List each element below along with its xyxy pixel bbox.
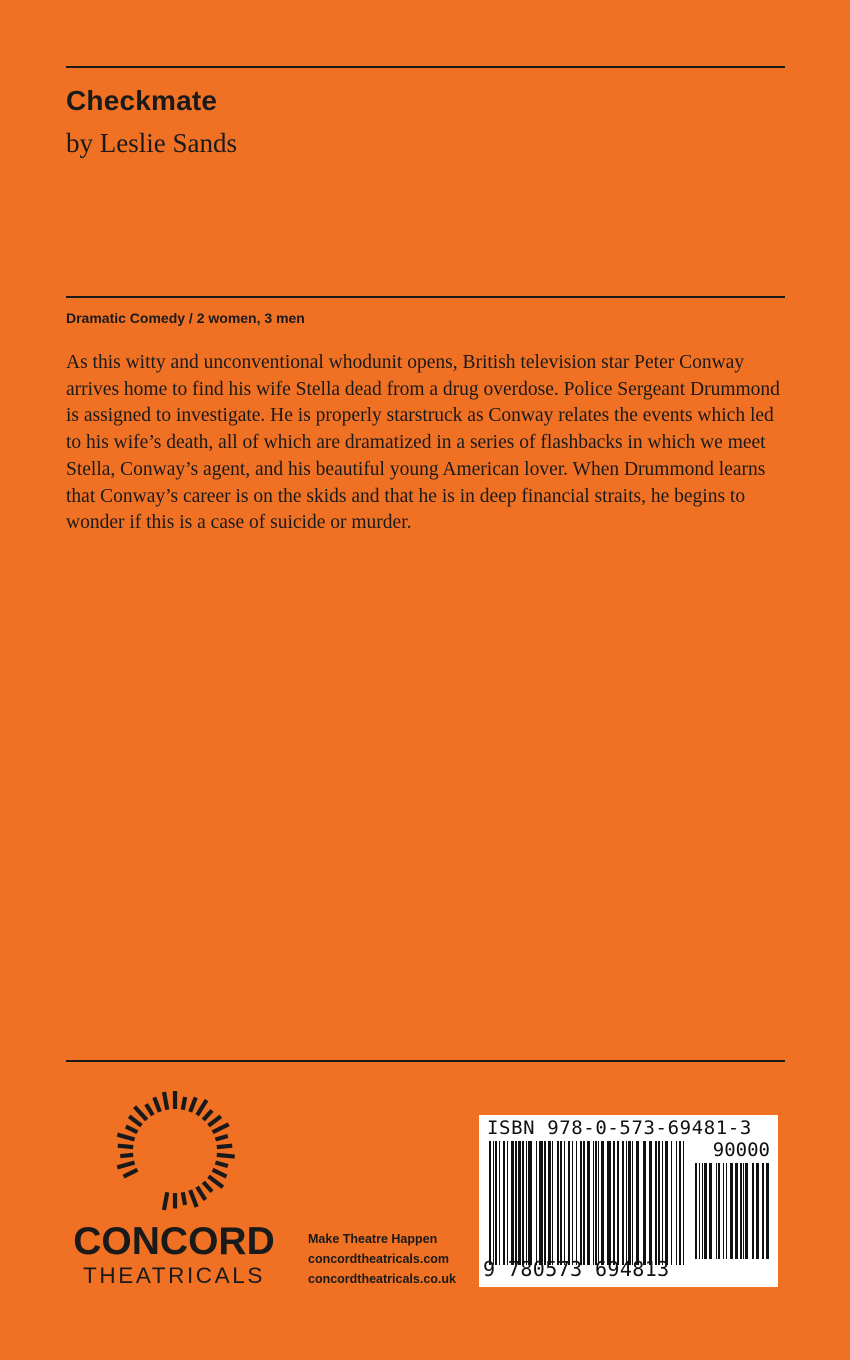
ean-barcode-bars — [489, 1141, 689, 1265]
book-author: by Leslie Sands — [66, 128, 237, 158]
isbn-label: ISBN 978-0-573-69481-3 — [487, 1117, 752, 1139]
website-uk: concordtheatricals.co.uk — [308, 1272, 456, 1286]
blurb-paragraph: As this witty and unconventional whodunit opens, British television star Peter Conway arrives home to find his wife Stella dead from a drug overdose. Police Sergeant Drummond is assigned to investigate. He is properly starstruck as Conway relates the events which led to his wife’s death, all of which are dramatized in a series of flashbacks in which we meet Stella, Conway’s agent, and his beautiful young American lover. When Drummond learns that Conway’s career is on the skids and that he is in deep financial straits, he begins to wonder if this is a case of suicide or murder. — [66, 352, 780, 534]
genre-rule — [66, 296, 785, 298]
isbn-barcode — [479, 1115, 778, 1287]
price-barcode-bars — [695, 1163, 771, 1259]
genre-cast-line: Dramatic Comedy / 2 women, 3 men — [66, 310, 305, 326]
circle-of-dashes-logo-icon — [110, 1086, 240, 1216]
ean-digits: 9 780573 694813 — [483, 1257, 670, 1281]
price-code: 90000 — [712, 1139, 770, 1161]
footer-rule — [66, 1060, 785, 1062]
top-rule — [66, 66, 785, 68]
website-us: concordtheatricals.com — [308, 1252, 450, 1266]
publisher-subname: THEATRICALS — [83, 1263, 265, 1288]
book-blurb — [66, 350, 791, 537]
publisher-tagline: Make Theatre Happen — [308, 1232, 438, 1246]
book-title: Checkmate — [66, 85, 218, 116]
publisher-contact — [308, 1229, 456, 1289]
publisher-name: CONCORD — [73, 1220, 275, 1263]
